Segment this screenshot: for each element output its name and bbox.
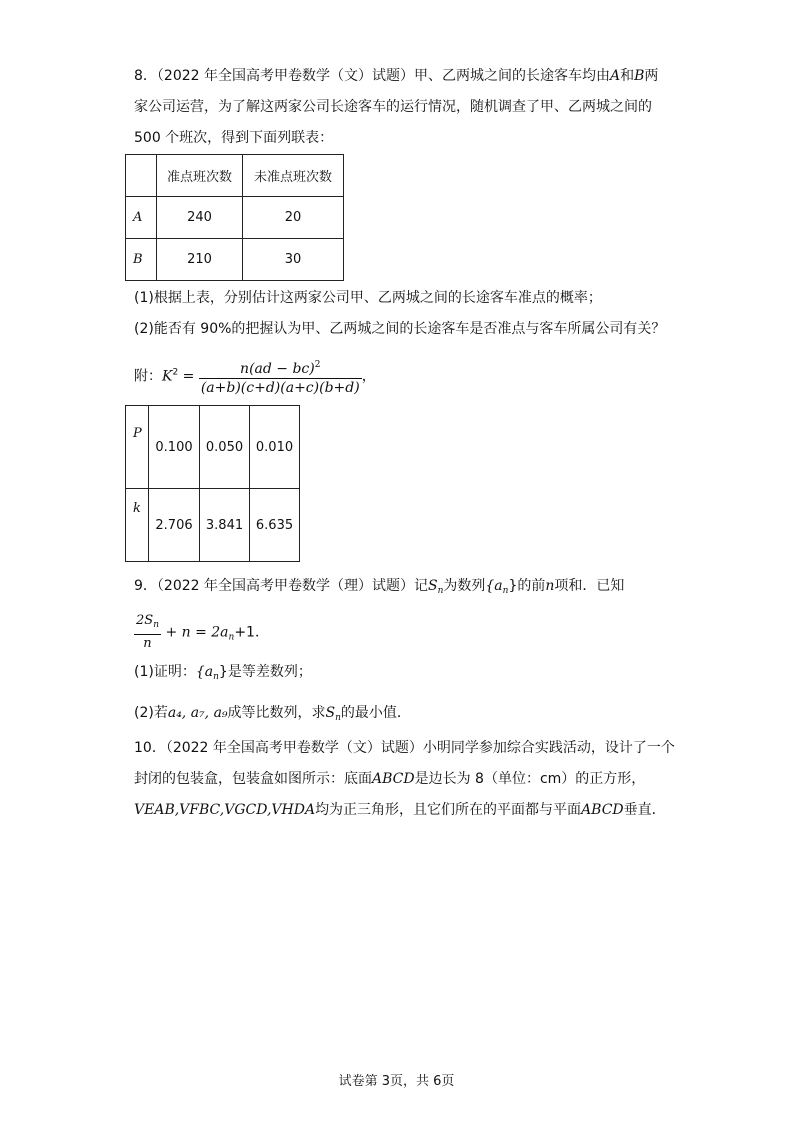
table-header-cell: 未准点班次数: [243, 155, 344, 197]
q8-part1: (1)根据上表，分别估计这两家公司甲、乙两城之间的长途客车准点的概率；: [134, 290, 602, 306]
q9-part1: (1)证明：$\{a_n\}$是等差数列；: [134, 664, 312, 682]
formula: 附：$K^2$ = $\frac{n(ad - bc)^2}{(a+b)(c+d)(a+c)(b+d)}$ ，: [134, 356, 376, 397]
table-cell: 0.050: [200, 406, 250, 489]
table-cell: 2.706: [149, 489, 200, 562]
table-cell: 30: [243, 239, 344, 281]
row-label: B: [126, 239, 157, 281]
contingency-table: [125, 154, 344, 281]
critical-value-table: [125, 405, 300, 562]
q10-line2: 封闭的包装盒，包装盒如图所示：底面ABCD是边长为 8（单位：cm）的正方形，: [134, 771, 646, 787]
table-cell: 240: [157, 197, 243, 239]
table-cell: 0.100: [149, 406, 200, 489]
row-label: k: [126, 489, 149, 562]
q8-line3: 500 个班次，得到下面列联表：: [134, 130, 334, 146]
table-row: [126, 197, 344, 239]
table-cell: 6.635: [250, 489, 300, 562]
row-label: P: [126, 406, 149, 489]
row-label: A: [126, 197, 157, 239]
q9-equation: $\frac{2S_n}{n}$ + $n = 2a_n+1$．: [136, 613, 269, 651]
table-header-cell: [126, 155, 157, 197]
page-footer: 试卷第 3页，共 6页: [338, 1074, 455, 1089]
q8-part2: (2)能否有 90%的把握认为甲、乙两城之间的长途客车是否准点与客车所属公司有关？: [134, 321, 666, 337]
table-cell: 3.841: [200, 489, 250, 562]
table-header-row: [126, 155, 344, 197]
equation-fraction: $\frac{2S_n}{n}$: [136, 613, 159, 651]
q9-line1: 9．（2022 年全国高考甲卷数学（理）试题）记$S_n$为数列$\{a_n\}$的前n项和．已知: [134, 578, 625, 596]
table-cell: 210: [157, 239, 243, 281]
table-cell: 0.010: [250, 406, 300, 489]
table-header-cell: 准点班次数: [157, 155, 243, 197]
q10-line3: VEAB,VFBC,VGCD,VHDA均为正三角形，且它们所在的平面都与平面ABCD垂直．: [134, 802, 666, 818]
q8-line2: 家公司运营，为了解这两家公司长途客车的运行情况，随机调查了甲、乙两城之间的: [134, 99, 652, 115]
q10-line1: 10．（2022 年全国高考甲卷数学（文）试题）小明同学参加综合实践活动，设计了一个: [134, 740, 675, 756]
q9-part2: (2)若a₄, a₇, a₉成等比数列，求$S_n$的最小值．: [134, 705, 411, 723]
table-row: [126, 239, 344, 281]
table-cell: 20: [243, 197, 344, 239]
table-row: [126, 406, 300, 489]
formula-fraction: $\frac{n(ad - bc)^2}{(a+b)(c+d)(a+c)(b+d)}$: [199, 356, 362, 397]
table-row: [126, 489, 300, 562]
q8-line1: 8．（2022 年全国高考甲卷数学（文）试题）甲、乙两城之间的长途客车均由A和B两: [134, 68, 659, 84]
